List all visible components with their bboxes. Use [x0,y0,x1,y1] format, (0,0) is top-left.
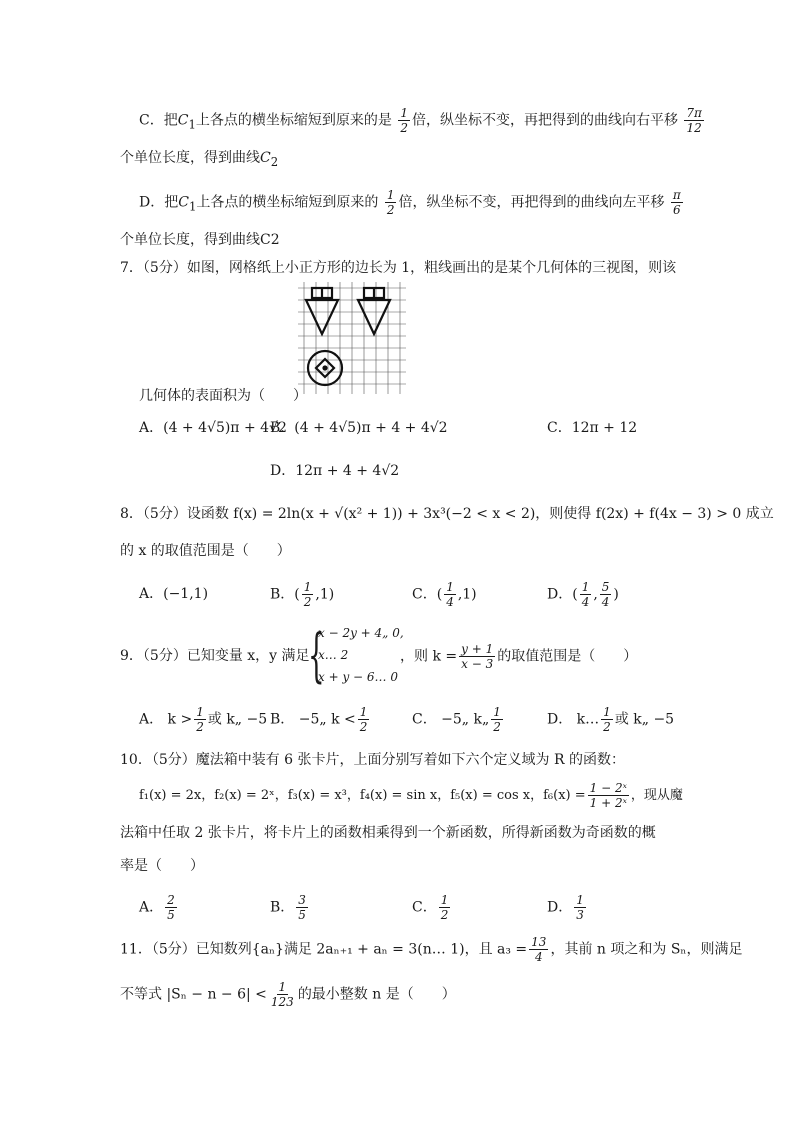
fraction-numerator: 1 − 2ˣ [589,781,627,795]
constraint-system [308,622,404,688]
fraction [165,893,177,922]
fraction-denominator: 2 [196,720,204,734]
question-11-text: 11．（5分）已知数列{aₙ}满足 2aₙ₊₁ + aₙ = 3(n… 1)，且 a₃ = [120,941,528,958]
option-prefix: A． k > [139,711,193,728]
question-9-stem-a: 9．（5分）已知变量 x，y 满足 [120,648,310,664]
q8-option-c[interactable] [412,580,477,609]
option-c-text: 上各点的横坐标缩短到原来的是 [195,112,392,129]
option-prefix: C．( [412,586,443,603]
fraction-half [385,188,397,217]
fraction [194,705,206,734]
side-view [358,288,390,334]
fraction-denominator: 4 [446,595,454,609]
q10-option-b[interactable] [270,893,310,922]
fraction-numerator: 1 [576,893,584,907]
option-prefix: B． [270,899,295,916]
option-prefix: B．( [270,586,300,603]
question-8-stem: 8．（5分）设函数 f(x) = 2ln(x + √(x² + 1)) + 3x³(−2 < x < 2)，则使得 f(2x) + f(4x − 3) > 0 成立 [120,506,774,522]
q7-option-a[interactable]: A．(4 + 4√5)π + 4√2 [139,420,287,436]
option-d-line1 [139,188,685,217]
fraction-half [398,106,410,135]
fraction-denominator: 2 [386,203,395,217]
fraction-pi-6 [671,188,683,217]
fraction-numerator: 1 [359,705,368,719]
fraction-13-4 [529,935,548,964]
fraction-denominator: 4 [581,595,590,609]
fraction [439,893,451,922]
fraction [358,705,370,734]
fraction-denominator: 1 + 2ˣ [589,796,627,810]
function-list-tail: ，现从魔 [630,788,683,803]
fraction-numerator: 5 [601,580,610,594]
fraction-denominator: 5 [298,908,306,922]
option-prefix: B． −5„ k < [270,711,356,728]
q9-option-c[interactable] [412,705,505,734]
option-c-line2 [120,148,278,172]
fraction-denominator: 4 [601,595,610,609]
option-suffix: ) [613,586,619,603]
function-list: f₁(x) = 2x，f₂(x) = 2ˣ，f₃(x) = x³，f₄(x) = sin x，f₅(x) = cos x，f₆(x) = [139,788,586,803]
q8-option-b[interactable] [270,580,334,609]
fraction [600,580,612,609]
question-10-line4: 率是（ ） [120,858,204,874]
front-view [306,288,338,334]
q8-option-d[interactable] [547,580,619,609]
curve-c1-subscript: 1 [188,199,197,214]
fraction-denominator: 2 [303,595,312,609]
curve-c1-subscript: 1 [188,117,196,132]
fraction-denominator: 3 [576,908,584,922]
fraction-denominator: 123 [270,995,294,1009]
fraction [444,580,456,609]
fraction-7pi-12 [684,106,704,135]
option-prefix: D． k… [547,711,600,728]
fraction-denominator: 2 [359,720,368,734]
question-11-text2: ，其前 n 项之和为 Sₙ，则满足 [550,941,743,958]
fraction [574,893,586,922]
question-11-tail: 的最小整数 n 是（ ） [297,986,456,1003]
q7-option-b[interactable]: B．(4 + 4√5)π + 4 + 4√2 [270,420,448,436]
q10-option-a[interactable] [139,893,179,922]
q9-option-a[interactable] [139,705,267,734]
fraction-numerator: 1 [493,705,501,719]
question-10-stem: 10．（5分）魔法箱中装有 6 张卡片，上面分别写着如下六个定义域为 R 的函数： [120,752,625,768]
fraction-denominator: 12 [686,121,702,135]
question-7-stem: 7．（5分）如图，网格纸上小正方形的边长为 1，粗线画出的是某个几何体的三视图，则该 [120,260,677,276]
fraction-denominator: x − 3 [461,657,494,671]
option-suffix: 或 k„ −5 [614,711,675,728]
question-9-stem-b [400,642,637,671]
fraction-numerator: π [672,188,681,202]
fraction-numerator: 1 [440,893,449,907]
fraction [580,580,592,609]
fraction-denominator: 2 [400,121,408,135]
q10-option-d[interactable] [547,893,588,922]
left-brace: { [308,621,325,689]
fraction-denominator: 4 [534,950,543,964]
constraint-3: x + y − 6… 0 [318,670,398,684]
fraction [601,705,613,734]
option-d-text2: 倍，纵坐标不变，再把得到的曲线向左平移 [398,194,665,211]
fraction-denominator: 2 [440,908,449,922]
q9-option-b[interactable] [270,705,371,734]
option-c-line1 [139,106,706,135]
q8-option-a[interactable]: A．(−1,1) [139,586,209,602]
option-d-text: 上各点的横坐标缩短到原来的 [196,194,379,211]
inequality-text: 不等式 |Sₙ − n − 6| < [120,986,267,1003]
q9-option-d[interactable] [547,705,674,734]
option-d-prefix: D．把 [139,194,179,211]
option-prefix: D． [547,899,573,916]
question-11-stem [120,935,742,964]
fraction-numerator: 1 [446,580,454,594]
constraint-1: x − 2y + 4„ 0, [318,626,404,640]
fraction-f6 [588,781,629,810]
constraint-2: x… 2 [318,648,349,662]
question-9-tail: 的取值范围是（ ） [497,648,638,665]
fraction-numerator: 7π [686,106,702,120]
fraction-numerator: 1 [581,580,590,594]
option-prefix: C． [412,899,437,916]
fraction-denominator: 2 [603,720,611,734]
question-10-functions [139,781,683,810]
question-8-stem-cont: 的 x 的取值范围是（ ） [120,543,291,559]
option-suffix: ,1) [457,586,477,603]
top-view [308,351,342,385]
option-suffix: ,1) [315,586,335,603]
fraction-numerator: 1 [278,980,287,994]
option-c-line2-text: 个单位长度，得到曲线 [120,150,260,166]
fraction-k [459,642,495,671]
fraction-denominator: 5 [167,908,175,922]
option-c-text2: 倍，纵坐标不变，再把得到的曲线向右平移 [411,112,678,129]
fraction-numerator: 13 [531,935,547,949]
fraction-1-123 [269,980,296,1009]
fraction-numerator: 1 [603,705,611,719]
fraction-denominator: 2 [493,720,501,734]
curve-c1: C [178,194,189,211]
q7-option-c[interactable]: C．12π + 12 [547,420,638,436]
fraction-numerator: y + 1 [461,642,494,656]
option-c-prefix: C．把 [139,112,178,129]
option-prefix: D．( [547,586,578,603]
curve-c2: C [260,150,271,166]
q10-option-c[interactable] [412,893,452,922]
three-view-figure [298,282,406,394]
fraction-denominator: 6 [673,203,681,217]
option-separator: , [593,586,598,603]
q7-option-d[interactable]: D．12π + 4 + 4√2 [270,463,400,479]
fraction-numerator: 3 [298,893,306,907]
fraction-numerator: 1 [196,705,204,719]
question-10-line3: 法箱中任取 2 张卡片，将卡片上的函数相乘得到一个新函数，所得新函数为奇函数的概 [120,825,656,841]
fraction [302,580,314,609]
fraction-numerator: 1 [400,106,408,120]
curve-c2-subscript: 2 [270,154,279,169]
fraction [491,705,503,734]
option-prefix: C． −5„ k„ [412,711,490,728]
question-11-line2 [120,980,456,1009]
curve-c1: C [177,112,189,129]
fraction [296,893,308,922]
fraction-numerator: 2 [167,893,175,907]
option-suffix: 或 k„ −5 [207,711,268,728]
option-d-line2: 个单位长度，得到曲线C2 [120,232,280,248]
fraction-numerator: 1 [303,580,312,594]
option-prefix: A． [139,899,164,916]
fraction-numerator: 1 [386,188,395,202]
k-definition: ，则 k = [400,648,458,665]
question-7-stem-cont: 几何体的表面积为（ ） [139,388,307,404]
